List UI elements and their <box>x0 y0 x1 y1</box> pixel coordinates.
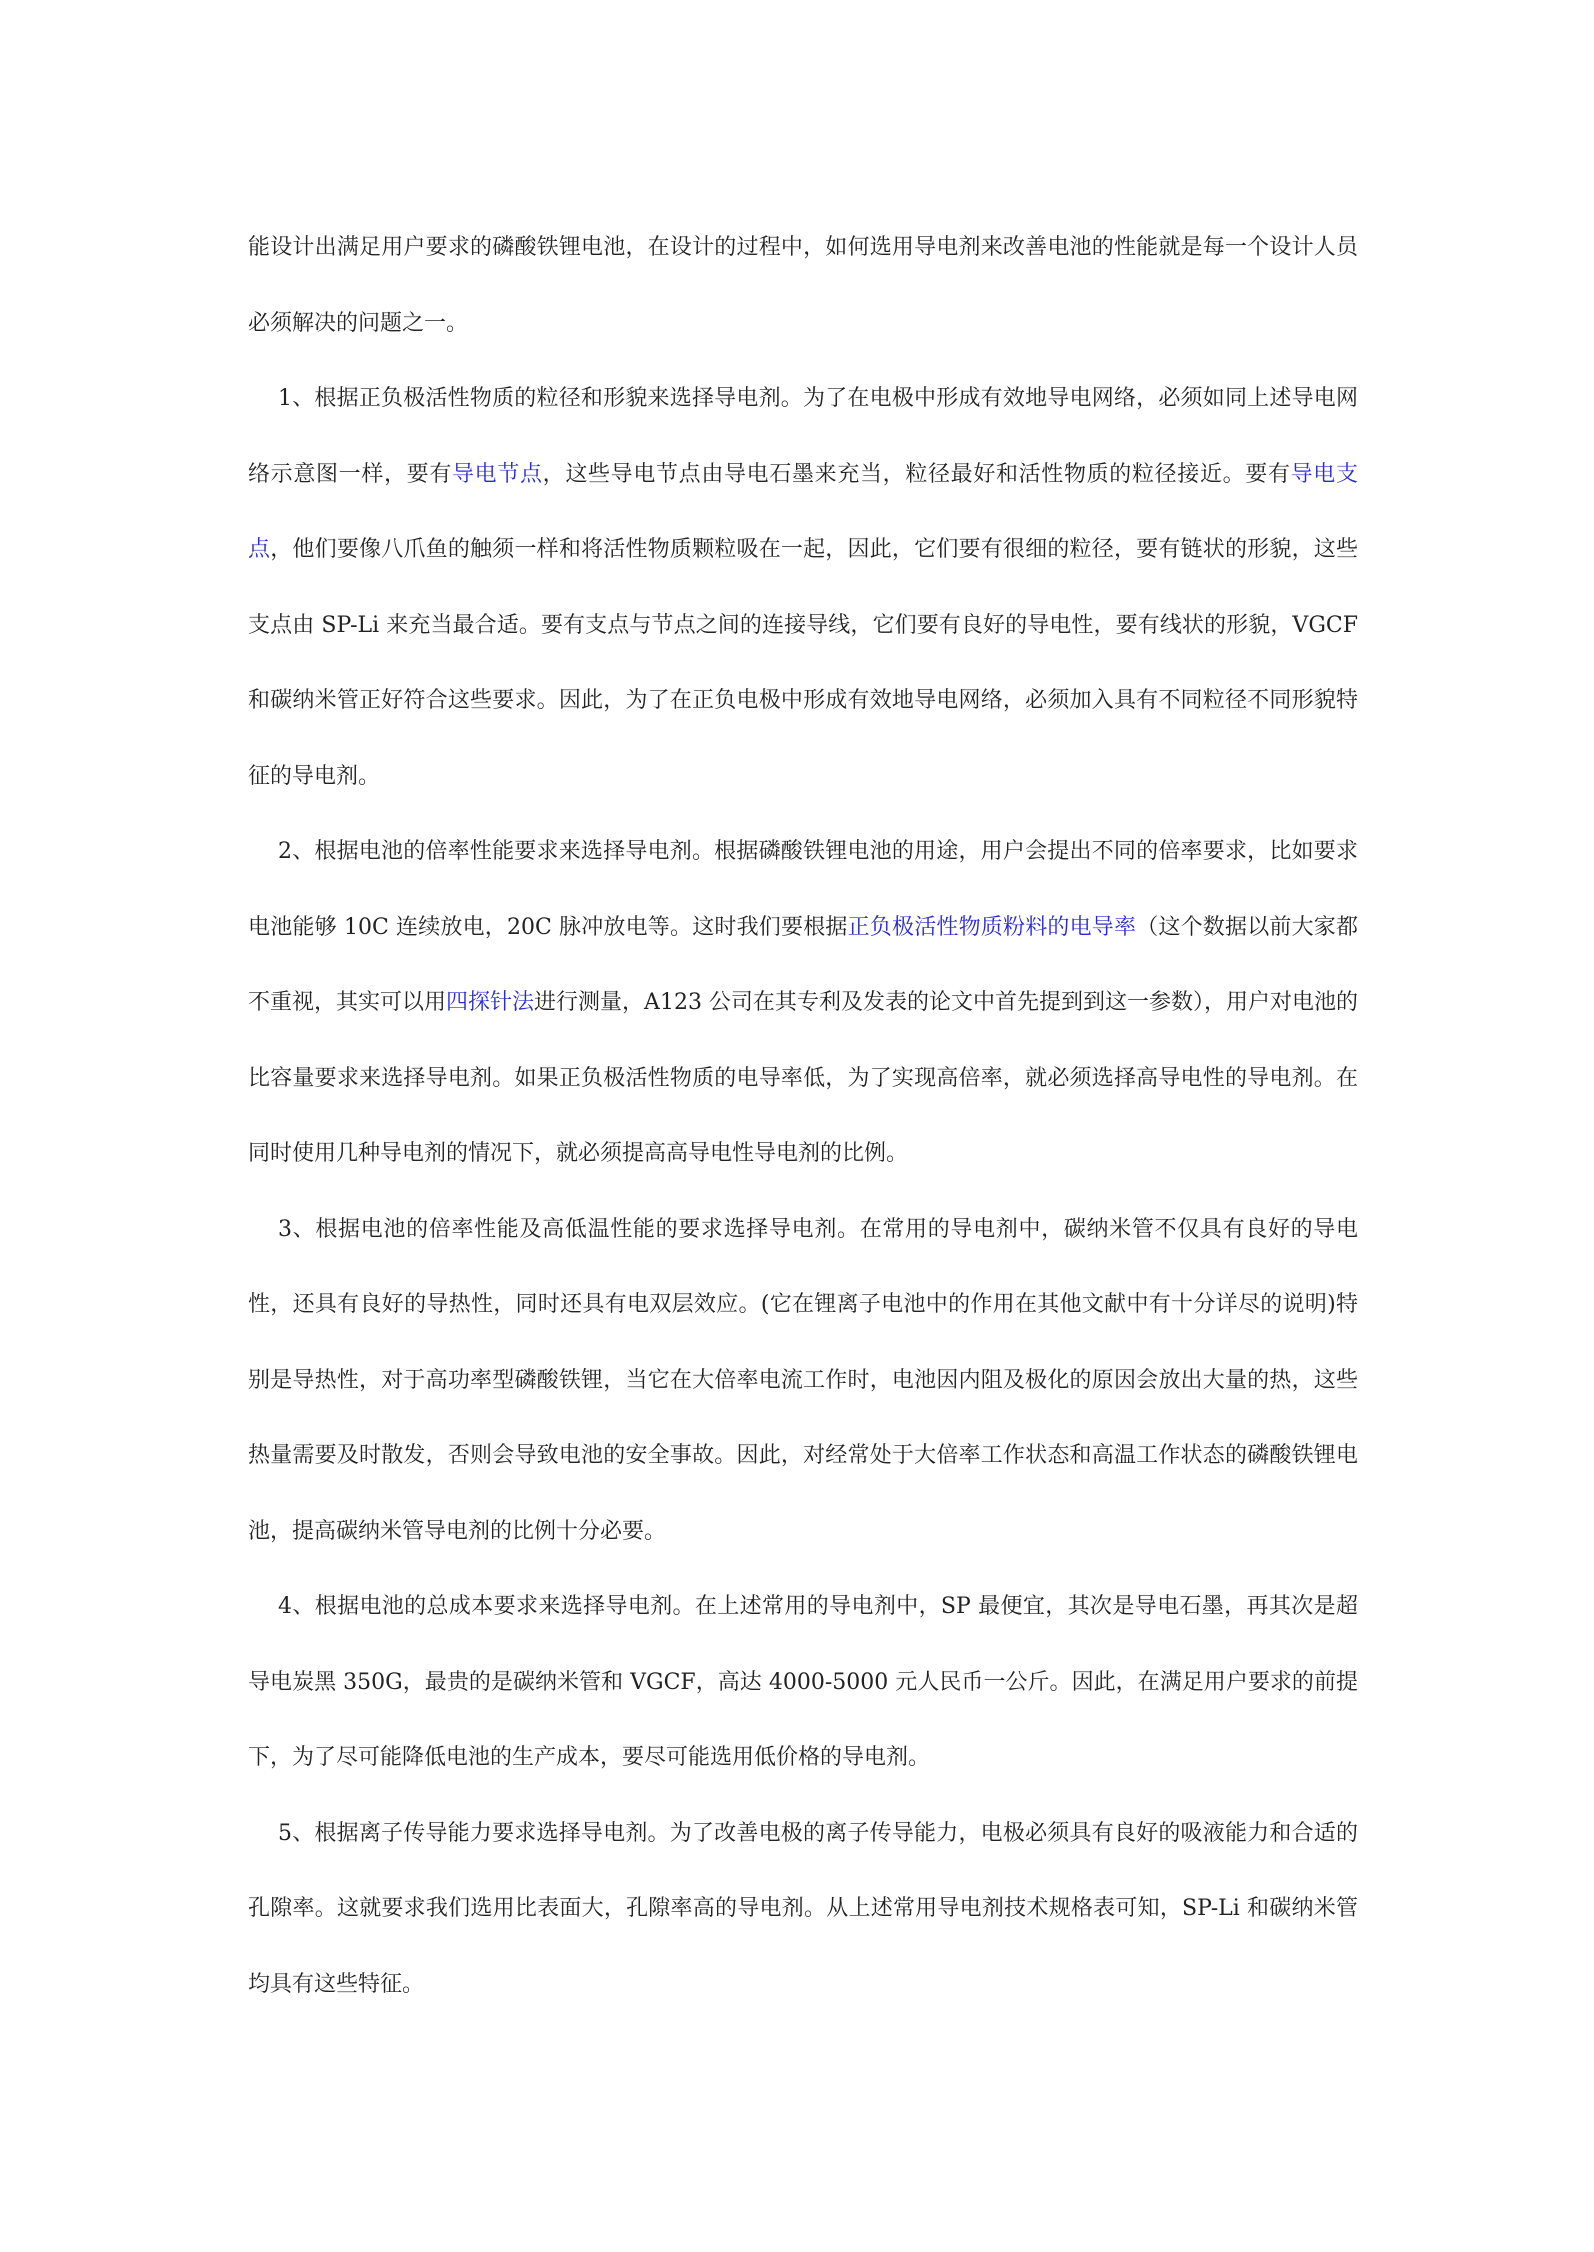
paragraph-text: 进行测量，A123 公司在其专利及发表的论文中首先提到到这一参数），用户对电池的比容量要求来选择导电剂。如果正负极活性物质的电导率低，为了实现高倍率，就必须选择高导电性的导电剂。在同时使用几种导电剂的情况下，就必须提高高导电性导电剂的比例。 <box>248 990 1358 1166</box>
inline-link[interactable]: 四探针法 <box>446 990 535 1015</box>
paragraph-2 <box>248 361 1358 814</box>
article-body <box>248 210 1358 2022</box>
paragraph-text: 4、根据电池的总成本要求来选择导电剂。在上述常用的导电剂中，SP 最便宜，其次是导电石墨，再其次是超导电炭黑 350G，最贵的是碳纳米管和 VGCF，高达 4000-5000 元人民币一公斤。因此，在满足用户要求的前提下，为了尽可能降低电池的生产成本，要尽可能选用低价格的导电剂。 <box>248 1594 1358 1770</box>
inline-link[interactable]: 导电节点 <box>452 461 543 487</box>
paragraph-text: 5、根据离子传导能力要求选择导电剂。为了改善电极的离子传导能力，电极必须具有良好的吸液能力和合适的孔隙率。这就要求我们选用比表面大，孔隙率高的导电剂。从上述常用导电剂技术规格表可知，SP-Li 和碳纳米管均具有这些特征。 <box>248 1820 1358 1997</box>
inline-link[interactable]: 导电支点 <box>248 461 1358 562</box>
paragraph-1 <box>248 210 1358 361</box>
inline-link[interactable]: 正负极活性物质粉料的电导率 <box>847 914 1137 940</box>
paragraph-text: 1、根据正负极活性物质的粒径和形貌来选择导电剂。为了在电极中形成有效地导电网络，必须如同上述导电网络示意图一样，要有 <box>248 386 1358 487</box>
paragraph-4 <box>248 1192 1358 1570</box>
paragraph-text: （这个数据以前大家都不重视，其实可以用 <box>248 914 1358 1015</box>
paragraph-text: 2、根据电池的倍率性能要求来选择导电剂。根据磷酸铁锂电池的用途，用户会提出不同的倍率要求，比如要求电池能够 10C 连续放电，20C 脉冲放电等。这时我们要根据 <box>248 839 1358 940</box>
paragraph-text: ，他们要像八爪鱼的触须一样和将活性物质颗粒吸在一起，因此，它们要有很细的粒径，要有链状的形貌，这些支点由 SP-Li 来充当最合适。要有支点与节点之间的连接导线，它们要有良好的导电性，要有线状的形貌，VGCF 和碳纳米管正好符合这些要求。因此，为了在正负电极中形成有效地导电网络，必须加入具有不同粒径不同形貌特征的导电剂。 <box>248 537 1358 789</box>
paragraph-3 <box>248 814 1358 1192</box>
paragraph-text: 能设计出满足用户要求的磷酸铁锂电池，在设计的过程中，如何选用导电剂来改善电池的性能就是每一个设计人员必须解决的问题之一。 <box>248 235 1358 336</box>
paragraph-text: ，这些导电节点由导电石墨来充当，粒径最好和活性物质的粒径接近。要有 <box>542 461 1291 487</box>
paragraph-5 <box>248 1569 1358 1796</box>
paragraph-text: 3、根据电池的倍率性能及高低温性能的要求选择导电剂。在常用的导电剂中，碳纳米管不仅具有良好的导电性，还具有良好的导热性，同时还具有电双层效应。(它在锂离子电池中的作用在其他文献中有十分详尽的说明)特别是导热性，对于高功率型磷酸铁锂，当它在大倍率电流工作时，电池因内阻及极化的原因会放出大量的热，这些热量需要及时散发，否则会导致电池的安全事故。因此，对经常处于大倍率工作状态和高温工作状态的磷酸铁锂电池，提高碳纳米管导电剂的比例十分必要。 <box>248 1216 1358 1544</box>
paragraph-6 <box>248 1796 1358 2023</box>
